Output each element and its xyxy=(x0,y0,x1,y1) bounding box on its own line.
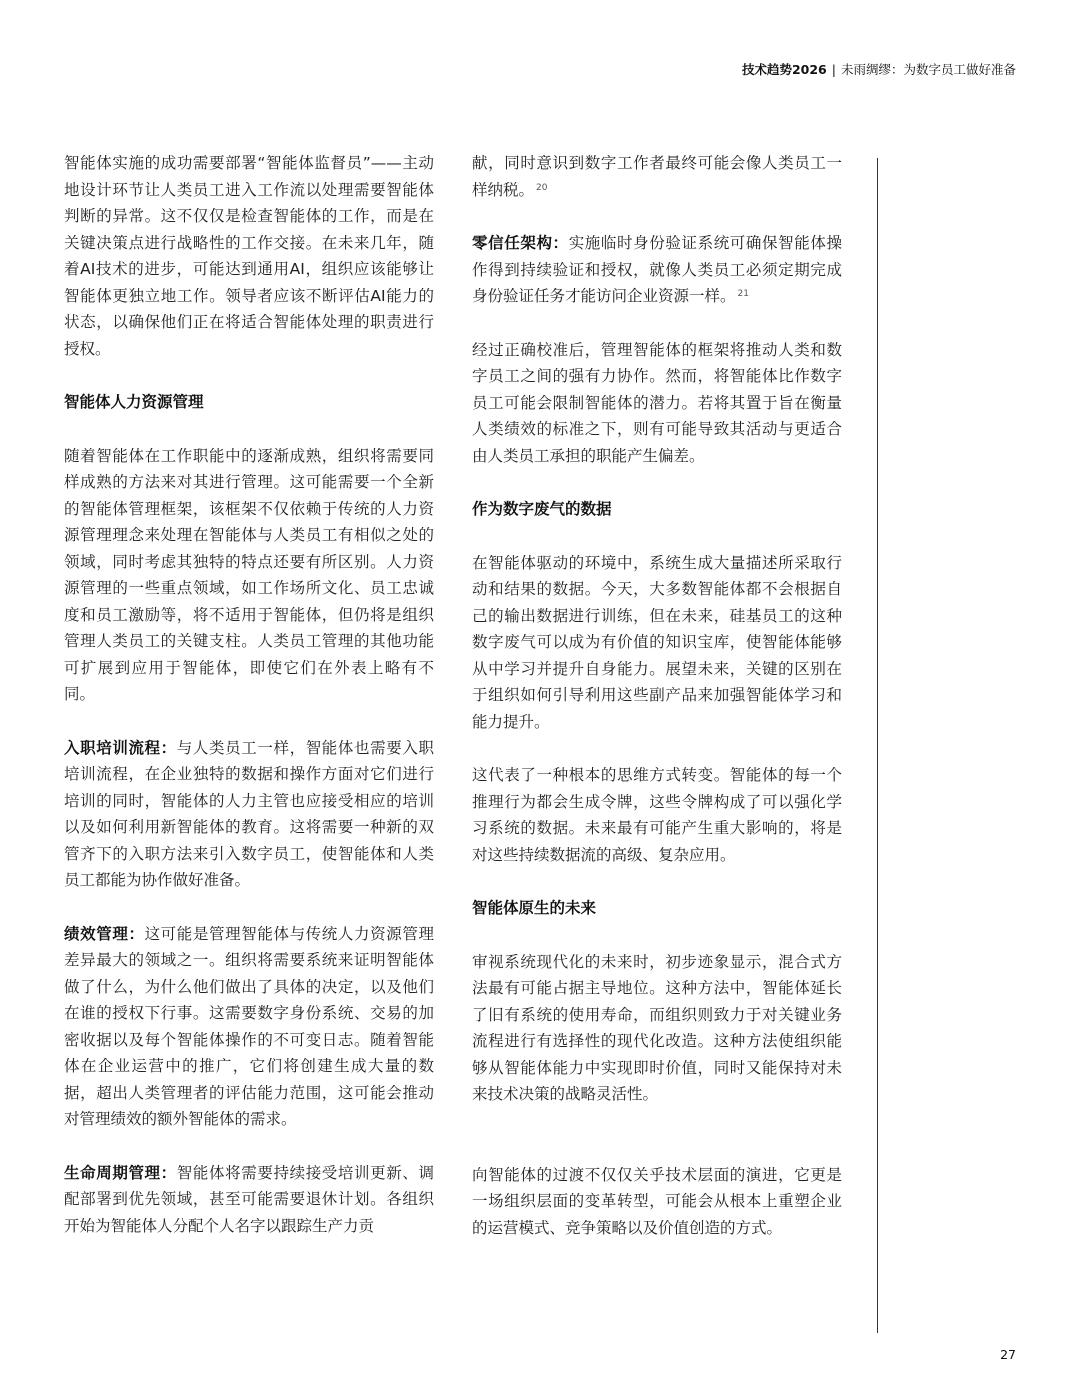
right-column xyxy=(472,150,842,1268)
header-subtitle: 未雨绸缪：为数字员工做好准备 xyxy=(840,62,1016,77)
intro-paragraph: 智能体实施的成功需要部署“智能体监督员”——主动地设计环节让人类员工进入工作流以处理需要智能体判断的异常。这不仅仅是检查智能体的工作，而是在关键决策点进行战略性的工作交接。在未来几年，随着AI技术的进步，可能达到通用AI，组织应该能够让智能体更独立地工作。领导者应该不断评估AI能力的状态，以确保他们正在将适合智能体处理的职责进行授权。 xyxy=(64,154,434,358)
onboarding-paragraph xyxy=(64,735,434,894)
performance-paragraph xyxy=(64,921,434,1133)
zero-trust-paragraph xyxy=(472,230,842,310)
performance-lead: 绩效管理： xyxy=(64,924,145,943)
continuation-text: 献，同时意识到数字工作者最终可能会像人类员工一样纳税。 xyxy=(472,154,842,199)
page-number: 27 xyxy=(1000,1347,1016,1362)
footnote-ref-20: 20 xyxy=(536,182,548,193)
hr-paragraph: 随着智能体在工作职能中的逐渐成熟，组织将需要同样成熟的方法来对其进行管理。这可能需要一个全新的智能体管理框架，该框架不仅依赖于传统的人力资源管理理念来处理在智能体与人类员工有相似之处的领域，同时考虑其独特的特点还要有所区别。人力资源管理的一些重点领域，如工作场所文化、员工忠诚度和员工激励等，将不适用于智能体，但仍将是组织管理人类员工的关键支柱。人类员工管理的其他功能可扩展到应用于智能体，即使它们在外表上略有不同。 xyxy=(64,446,434,703)
vertical-divider xyxy=(877,158,878,1333)
lifecycle-lead: 生命周期管理： xyxy=(64,1163,177,1182)
paragraph-spacer xyxy=(472,1135,842,1162)
performance-text: 这可能是管理智能体与传统人力资源管理差异最大的领域之一。组织将需要系统来证明智能体做了什么，为什么他们做出了具体的决定，以及他们在谁的授权下行事。这需要数字身份系统、交易的加密收据以及每个智能体操作的不可变日志。随着智能体在企业运营中的推广，它们将创建生成大量的数据，超出人类管理者的评估能力范围，这可能会推动对管理绩效的额外智能体的需求。 xyxy=(64,924,434,1128)
continuation-paragraph xyxy=(472,150,842,203)
exhaust-heading: 作为数字废气的数据 xyxy=(472,500,612,518)
zero-trust-text: 实施临时身份验证系统可确保智能体操作得到持续验证和授权，就像人类员工必须定期完成身份验证任务才能访问企业资源一样。 xyxy=(472,234,842,305)
left-column xyxy=(64,150,434,1266)
exhaust-paragraph: 在智能体驱动的环境中，系统生成大量描述所采取行动和结果的数据。今天，大多数智能体都不会根据自己的输出数据进行训练，但在未来，硅基员工的这种数字废气可以成为有价值的知识宝库，使智能体能够从中学习并提升自身能力。展望未来，关键的区别在于组织如何引导利用这些副产品来加强智能体学习和能力提升。 xyxy=(472,553,842,731)
running-header xyxy=(742,60,1016,78)
header-title: 技术趋势2026 xyxy=(741,62,827,77)
header-separator: | xyxy=(831,62,836,77)
native-heading: 智能体原生的未来 xyxy=(472,899,597,917)
lifecycle-text: 智能体将需要持续接受培训更新、调配部署到优先领域，甚至可能需要退休计划。各组织开始为智能体人分配个人名字以跟踪生产力贡 xyxy=(64,1163,434,1235)
calibration-paragraph: 经过正确校准后，管理智能体的框架将推动人类和数字员工之间的强有力协作。然而，将智能体比作数字员工可能会限制智能体的潜力。若将其置于旨在衡量人类绩效的标准之下，则有可能导致其活动与更适合由人类员工承担的职能产生偏差。 xyxy=(472,340,842,465)
native-paragraph: 审视系统现代化的未来时，初步迹象显示，混合式方法最有可能占据主导地位。这种方法中，智能体延长了旧有系统的使用寿命，而组织则致力于对关键业务流程进行有选择性的现代化改造。这种方法使组织能够从智能体能力中实现即时价值，同时又能保持对未来技术决策的战略灵活性。 xyxy=(472,952,842,1103)
zero-trust-lead: 零信任架构： xyxy=(472,234,569,252)
shift-paragraph: 这代表了一种根本的思维方式转变。智能体的每一个推理行为都会生成令牌，这些令牌构成了可以强化学习系统的数据。未来最有可能产生重大影响的，将是对这些持续数据流的高级、复杂应用。 xyxy=(472,766,842,864)
footnote-ref-21: 21 xyxy=(737,289,749,299)
lifecycle-paragraph xyxy=(64,1160,434,1240)
onboarding-lead: 入职培训流程： xyxy=(64,738,177,757)
closing-paragraph: 向智能体的过渡不仅仅关乎技术层面的演进，它更是一场组织层面的变革转型，可能会从根本上重塑企业的运营模式、竞争策略以及价值创造的方式。 xyxy=(472,1165,842,1237)
hr-heading: 智能体人力资源管理 xyxy=(64,393,204,411)
onboarding-text: 与人类员工一样，智能体也需要入职培训流程，在企业独特的数据和操作方面对它们进行培训的同时，智能体的人力主管也应接受相应的培训以及如何利用新智能体的教育。这将需要一种新的双管齐下的入职方法来引入数字员工，使智能体和人类员工都能为协作做好准备。 xyxy=(64,738,434,889)
